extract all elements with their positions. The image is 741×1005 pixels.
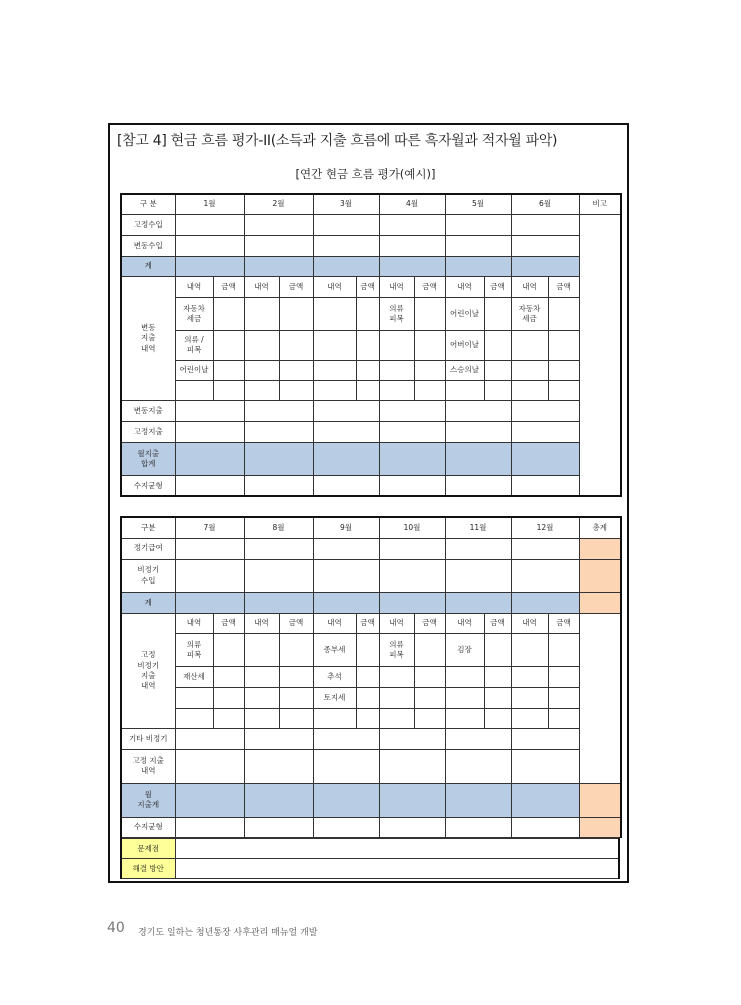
row-label: 수지균형 bbox=[121, 817, 175, 837]
sub-header: 금액 bbox=[548, 613, 579, 633]
row-label: 정기급여 bbox=[121, 538, 175, 559]
table-row bbox=[121, 214, 621, 235]
detail-item: 종부세 bbox=[313, 633, 356, 666]
sum-row bbox=[121, 256, 621, 276]
sub-header: 금액 bbox=[213, 276, 244, 297]
month-header: 12월 bbox=[511, 517, 579, 538]
sub-header: 내역 bbox=[313, 613, 356, 633]
detail-item: 스승의날 bbox=[445, 361, 484, 381]
table-row bbox=[121, 817, 621, 837]
row-label: 수지균형 bbox=[121, 476, 175, 496]
month-header: 11월 bbox=[445, 517, 511, 538]
detail-item bbox=[313, 297, 356, 330]
row-label: 월 지출계 bbox=[121, 783, 175, 817]
sub-header-row bbox=[121, 613, 621, 633]
month-header: 5월 bbox=[445, 194, 511, 214]
month-header: 6월 bbox=[511, 194, 579, 214]
detail-item bbox=[379, 666, 414, 687]
month-header: 1월 bbox=[175, 194, 244, 214]
note-header: 비고 bbox=[579, 194, 621, 214]
detail-item: 의류 / 피복 bbox=[175, 330, 213, 360]
detail-item: 자동차 세금 bbox=[175, 297, 213, 330]
header-row bbox=[121, 194, 621, 214]
sub-header: 내역 bbox=[244, 613, 279, 633]
row-label: 변동 지출 내역 bbox=[121, 276, 175, 400]
sub-header: 내역 bbox=[445, 613, 484, 633]
detail-item bbox=[445, 666, 484, 687]
detail-item: 토지세 bbox=[313, 687, 356, 708]
table-row bbox=[121, 749, 621, 783]
row-label: 계 bbox=[121, 256, 175, 276]
row-label: 변동지출 bbox=[121, 401, 175, 422]
detail-item bbox=[511, 330, 548, 360]
total-empty bbox=[579, 613, 621, 783]
solution-row bbox=[121, 859, 619, 879]
total-cell bbox=[579, 538, 621, 559]
sub-header: 내역 bbox=[511, 613, 548, 633]
sub-header: 금액 bbox=[484, 276, 511, 297]
sub-header: 금액 bbox=[548, 276, 579, 297]
sub-header: 금액 bbox=[279, 276, 313, 297]
detail-item bbox=[379, 687, 414, 708]
sub-header: 금액 bbox=[279, 613, 313, 633]
detail-item bbox=[244, 361, 279, 381]
row-label: 변동수입 bbox=[121, 235, 175, 256]
detail-item: 어버이날 bbox=[445, 330, 484, 360]
detail-item bbox=[511, 633, 548, 666]
solution-label: 해결 방안 bbox=[121, 859, 175, 879]
problem-row bbox=[121, 839, 619, 859]
detail-item bbox=[445, 687, 484, 708]
table-row bbox=[121, 559, 621, 592]
corner-cell: 구 분 bbox=[121, 194, 175, 214]
solution-field[interactable] bbox=[175, 859, 619, 879]
total-cell bbox=[579, 559, 621, 592]
problem-field[interactable] bbox=[175, 839, 619, 859]
row-label: 고정지출 bbox=[121, 422, 175, 443]
total-header: 총계 bbox=[579, 517, 621, 538]
detail-item bbox=[313, 361, 356, 381]
sub-header: 금액 bbox=[213, 613, 244, 633]
detail-row bbox=[121, 330, 621, 360]
month-header: 9월 bbox=[313, 517, 379, 538]
row-label: 기타 비정기 bbox=[121, 728, 175, 749]
detail-item: 김장 bbox=[445, 633, 484, 666]
cashflow-table-h2 bbox=[120, 516, 622, 838]
detail-row bbox=[121, 708, 621, 728]
total-cell bbox=[579, 817, 621, 837]
detail-item: 재산세 bbox=[175, 666, 213, 687]
detail-item: 의류 피복 bbox=[175, 633, 213, 666]
detail-item bbox=[244, 330, 279, 360]
month-header: 10월 bbox=[379, 517, 445, 538]
row-label: 고정 비정기 지출 내역 bbox=[121, 613, 175, 728]
sub-header: 내역 bbox=[379, 613, 414, 633]
footer-text: 경기도 일하는 청년통장 사후관리 매뉴얼 개발 bbox=[138, 928, 318, 938]
sub-header: 금액 bbox=[414, 276, 445, 297]
row-label: 월지출 합계 bbox=[121, 443, 175, 476]
detail-item: 추석 bbox=[313, 666, 356, 687]
detail-row bbox=[121, 687, 621, 708]
month-header: 2월 bbox=[244, 194, 313, 214]
detail-item bbox=[511, 666, 548, 687]
detail-item bbox=[511, 361, 548, 381]
month-header: 3월 bbox=[313, 194, 379, 214]
sub-header: 금액 bbox=[356, 276, 379, 297]
detail-item bbox=[244, 666, 279, 687]
corner-cell: 구분 bbox=[121, 517, 175, 538]
monthly-total-row bbox=[121, 443, 621, 476]
sub-header-row bbox=[121, 276, 621, 297]
sub-header: 내역 bbox=[511, 276, 548, 297]
detail-row bbox=[121, 666, 621, 687]
sub-header: 금액 bbox=[414, 613, 445, 633]
table-subtitle: [연간 현금 흐름 평가(예시)] bbox=[295, 167, 436, 181]
detail-item bbox=[244, 687, 279, 708]
table-row bbox=[121, 401, 621, 422]
detail-item bbox=[313, 330, 356, 360]
page-title: [참고 4] 현금 흐름 평가-II(소득과 지출 흐름에 따른 흑자월과 적자월 파악) bbox=[117, 133, 558, 149]
detail-item: 의류 피복 bbox=[379, 297, 414, 330]
sub-header: 내역 bbox=[175, 613, 213, 633]
row-label: 고정수입 bbox=[121, 214, 175, 235]
sub-header: 내역 bbox=[244, 276, 279, 297]
detail-item bbox=[379, 361, 414, 381]
sub-header: 내역 bbox=[313, 276, 356, 297]
table-row bbox=[121, 476, 621, 496]
sub-header: 내역 bbox=[445, 276, 484, 297]
row-label: 계 bbox=[121, 592, 175, 613]
detail-item: 자동차 세금 bbox=[511, 297, 548, 330]
detail-item: 어린이날 bbox=[445, 297, 484, 330]
month-header: 4월 bbox=[379, 194, 445, 214]
detail-item bbox=[244, 297, 279, 330]
detail-row bbox=[121, 381, 621, 401]
sub-header: 내역 bbox=[379, 276, 414, 297]
row-label: 고정 지출 내역 bbox=[121, 749, 175, 783]
monthly-total-row bbox=[121, 783, 621, 817]
month-header: 7월 bbox=[175, 517, 244, 538]
total-cell bbox=[579, 783, 621, 817]
table-row bbox=[121, 538, 621, 559]
sub-header: 금액 bbox=[484, 613, 511, 633]
detail-row bbox=[121, 297, 621, 330]
detail-row bbox=[121, 633, 621, 666]
header-row bbox=[121, 517, 621, 538]
detail-item: 어린이날 bbox=[175, 361, 213, 381]
row-label: 비정기 수입 bbox=[121, 559, 175, 592]
table-row bbox=[121, 422, 621, 443]
detail-item bbox=[175, 687, 213, 708]
detail-item bbox=[511, 687, 548, 708]
sub-header: 내역 bbox=[175, 276, 213, 297]
sub-header: 금액 bbox=[356, 613, 379, 633]
month-header: 8월 bbox=[244, 517, 313, 538]
table-row bbox=[121, 728, 621, 749]
detail-item: 의류 피복 bbox=[379, 633, 414, 666]
sum-row bbox=[121, 592, 621, 613]
cashflow-table-h1 bbox=[120, 193, 622, 497]
note-cell bbox=[579, 214, 621, 496]
total-cell bbox=[579, 592, 621, 613]
detail-item bbox=[379, 330, 414, 360]
problem-label: 문제점 bbox=[121, 839, 175, 859]
detail-row bbox=[121, 361, 621, 381]
page-number: 40 bbox=[107, 920, 125, 936]
table-row bbox=[121, 235, 621, 256]
problem-solution-table bbox=[120, 838, 620, 879]
detail-item bbox=[244, 633, 279, 666]
